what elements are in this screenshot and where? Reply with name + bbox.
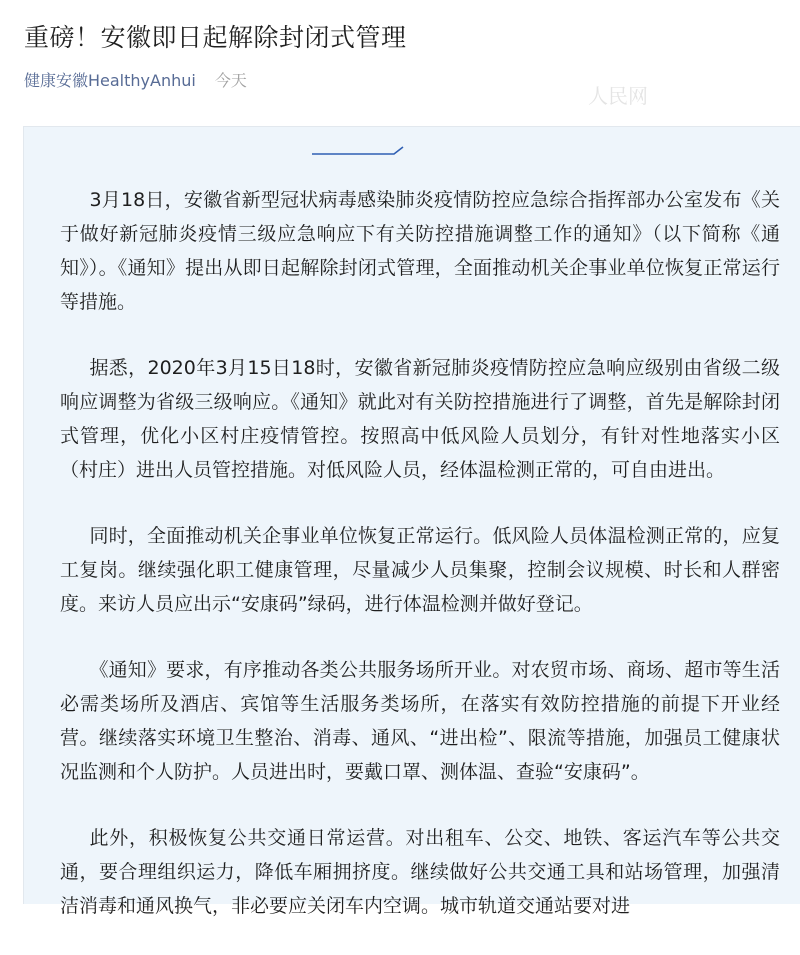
article-paragraph: 此外，积极恢复公共交通日常运营。对出租车、公交、地铁、客运汽车等公共交通，要合理组织运力，降低车厢拥挤度。继续做好公共交通工具和站场管理，加强清洁消毒和通风换气，非必要应关闭车内空调。城市轨道交通站要对进 <box>60 827 780 917</box>
account-name-link[interactable]: 健康安徽HealthyAnhui <box>24 71 196 90</box>
article-meta <box>24 68 247 91</box>
watermark: 人民网 <box>588 84 648 108</box>
article-paragraph: 3月18日，安徽省新型冠状病毒感染肺炎疫情防控应急综合指挥部办公室发布《关于做好新冠肺炎疫情三级应急响应下有关防控措施调整工作的通知》（以下简称《通知》）。《通知》提出从即日起解除封闭式管理，全面推动机关企事业单位恢复正常运行等措施。 <box>60 189 780 313</box>
article-body <box>60 183 780 955</box>
article-paragraph: 同时，全面推动机关企事业单位恢复正常运行。低风险人员体温检测正常的，应复工复岗。继续强化职工健康管理，尽量减少人员集聚，控制会议规模、时长和人群密度。来访人员应出示“安康码”绿码，进行体温检测并做好登记。 <box>60 525 780 615</box>
article-paragraph: 《通知》要求，有序推动各类公共服务场所开业。对农贸市场、商场、超市等生活必需类场所及酒店、宾馆等生活服务类场所，在落实有效防控措施的前提下开业经营。继续落实环境卫生整治、消毒、通风、“进出检”、限流等措施，加强员工健康状况监测和个人防护。人员进出时，要戴口罩、测体温、查验“安康码”。 <box>60 659 780 783</box>
article-title: 重磅！安徽即日起解除封闭式管理 <box>24 23 407 52</box>
decorative-divider <box>310 145 406 159</box>
article-paragraph: 据悉，2020年3月15日18时，安徽省新冠肺炎疫情防控应急响应级别由省级二级响应调整为省级三级响应。《通知》就此对有关防控措施进行了调整，首先是解除封闭式管理，优化小区村庄疫情管控。按照高中低风险人员划分，有针对性地落实小区（村庄）进出人员管控措施。对低风险人员，经体温检测正常的，可自由进出。 <box>60 357 780 481</box>
post-time: 今天 <box>214 71 247 90</box>
